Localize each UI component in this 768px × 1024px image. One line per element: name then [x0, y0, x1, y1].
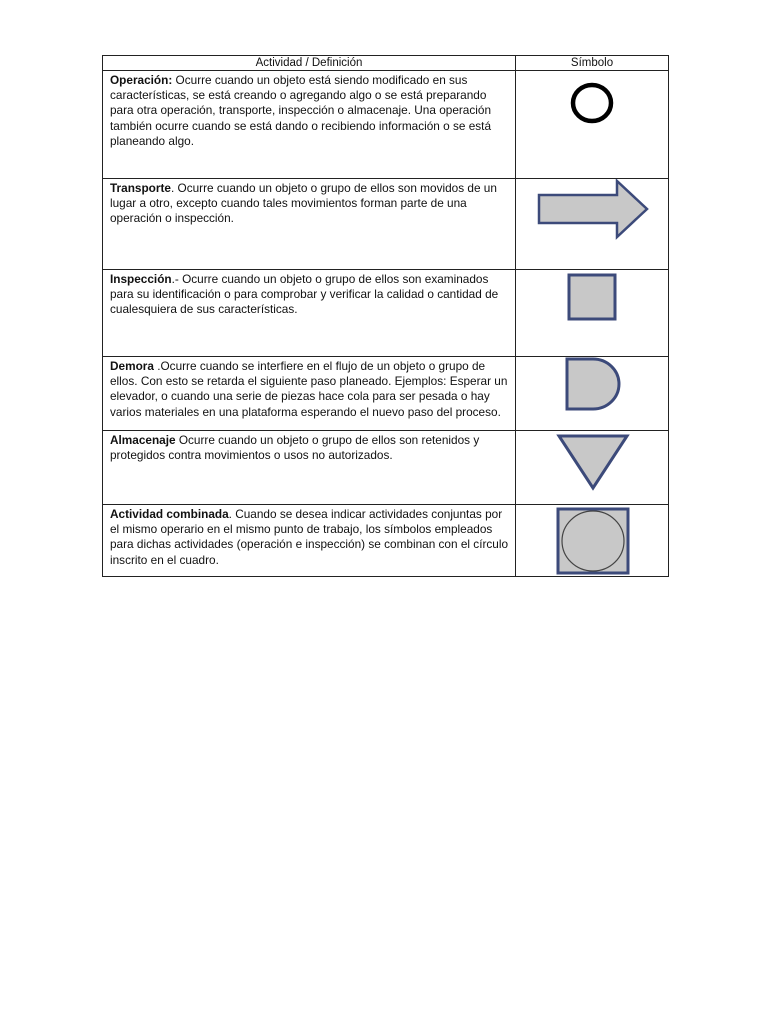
circle-outline-icon	[567, 80, 617, 126]
table-header-row	[103, 56, 669, 71]
definition-text: Ocurre cuando un objeto está siendo modificado en sus características, se está creando o agregando algo o se está preparando para otra operación, transporte, inspección o almacenaje. Una operación también ocurre cuando se está dando o recibiendo información o se está planeando algo.	[110, 73, 492, 148]
square-icon	[566, 272, 618, 322]
arrow-right-icon	[537, 179, 651, 241]
table-row	[103, 505, 669, 577]
symbol-cell	[516, 179, 669, 270]
term-label: Operación:	[110, 73, 173, 87]
definition-text: .- Ocurre cuando un objeto o grupo de ellos son examinados para su identificación o para comprobar y verificar la calidad o cantidad de cualesquiera de sus características.	[110, 272, 499, 317]
symbol-cell	[516, 505, 669, 577]
definition-cell	[103, 431, 516, 505]
process-symbols-table	[102, 55, 669, 577]
symbol-cell	[516, 357, 669, 431]
symbol-cell	[516, 431, 669, 505]
table-row	[103, 270, 669, 357]
symbol-cell	[516, 71, 669, 179]
definition-cell	[103, 71, 516, 179]
circle-in-square-icon	[555, 506, 631, 576]
table-row	[103, 71, 669, 179]
table-row	[103, 431, 669, 505]
term-label: Actividad combinada	[110, 507, 229, 521]
table-row	[103, 179, 669, 270]
triangle-down-icon	[556, 433, 630, 491]
definition-cell	[103, 505, 516, 577]
term-label: Demora	[110, 359, 154, 373]
definition-text: .Ocurre cuando se interfiere en el flujo de un objeto o grupo de ellos. Con esto se retarda el siguiente paso planeado. Ejemplos: Esperar un elevador, o cuando una serie de piezas hace cola para ser pesada o hay varios materiales en una plataforma esperando el nuevo paso del proceso.	[110, 359, 508, 419]
definition-cell	[103, 357, 516, 431]
definition-text: Ocurre cuando un objeto o grupo de ellos son retenidos y protegidos contra movimientos o usos no autorizados.	[110, 433, 480, 463]
table-row	[103, 357, 669, 431]
term-label: Transporte	[110, 181, 171, 195]
header-symbol: Símbolo	[516, 56, 669, 71]
d-shape-icon	[563, 357, 623, 411]
definition-text: . Ocurre cuando un objeto o grupo de ellos son movidos de un lugar a otro, excepto cuando tales movimientos forman parte de una operación o inspección.	[110, 181, 497, 226]
definition-cell	[103, 179, 516, 270]
definition-cell	[103, 270, 516, 357]
term-label: Almacenaje	[110, 433, 176, 447]
definition-text: . Cuando se desea indicar actividades conjuntas por el mismo operario en el mismo punto de trabajo, los símbolos empleados para dichas actividades (operación e inspección) se combinan con el círculo inscrito en el cuadro.	[110, 507, 509, 567]
term-label: Inspección	[110, 272, 172, 286]
symbol-cell	[516, 270, 669, 357]
header-activity: Actividad / Definición	[103, 56, 516, 71]
